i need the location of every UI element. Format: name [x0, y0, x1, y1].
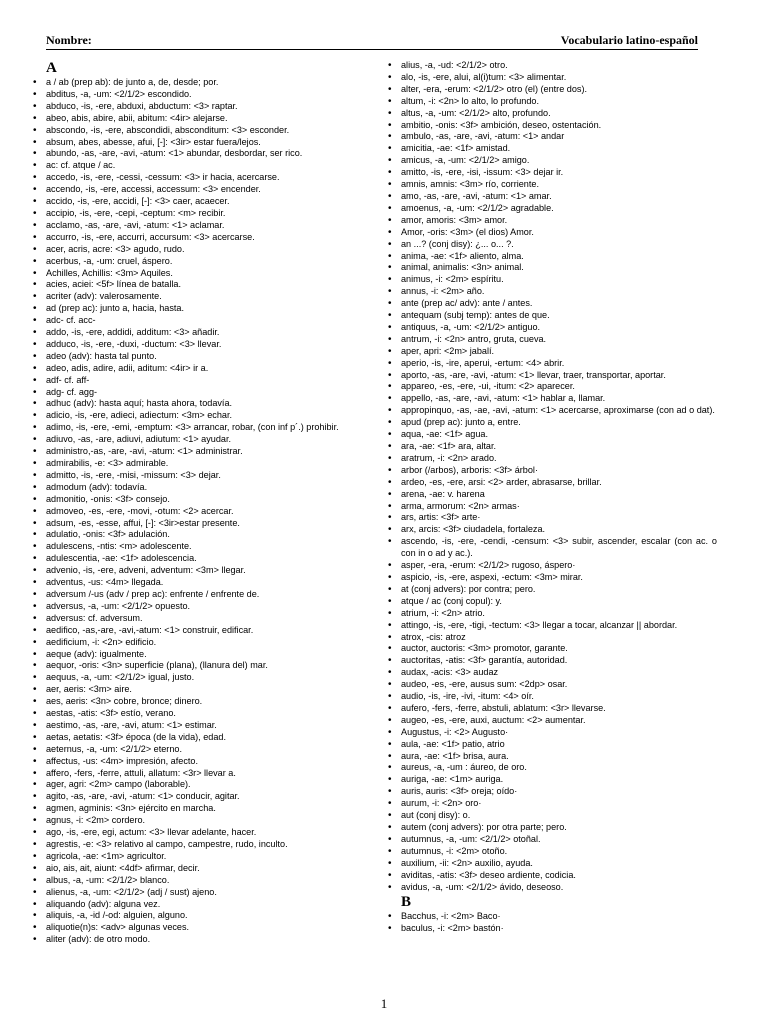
vocabulary-entry: • aufero, -fers, -ferre, abstuli, ablatum: <3r> llevarse.: [387, 703, 717, 715]
vocabulary-entry: • aliquis, -a, -id /-od: alguien, alguno.: [32, 910, 362, 922]
vocabulary-entry: • arma, armorum: <2n> armas·: [387, 501, 717, 513]
vocabulary-entry: • agmen, agminis: <3n> ejército en marcha.: [32, 803, 362, 815]
vocabulary-entry: • aio, ais, ait, aiunt: <4df> afirmar, decir.: [32, 863, 362, 875]
vocabulary-entry: • adeo, adis, adire, adii, aditum: <4ir> ir a.: [32, 363, 362, 375]
vocabulary-entry: • adicio, -is, -ere, adieci, adiectum: <3m> echar.: [32, 410, 362, 422]
vocabulary-entry: • Augustus, -i: <2> Augusto·: [387, 727, 717, 739]
vocabulary-entry: • aestas, -atis: <3f> estío, verano.: [32, 708, 362, 720]
vocabulary-entry: • apud (prep ac): junto a, entre.: [387, 417, 717, 429]
vocabulary-entry: • aspicio, -is, -ere, aspexi, -ectum: <3m> mirar.: [387, 572, 717, 584]
vocabulary-entry: • antrum, -i: <2n> antro, gruta, cueva.: [387, 334, 717, 346]
vocabulary-entry: • adf- cf. aff-: [32, 375, 362, 387]
vocabulary-entry: • amicus, -a, -um: <2/1/2> amigo.: [387, 155, 717, 167]
vocabulary-entry: • auctoritas, -atis: <3f> garantía, autoridad.: [387, 655, 717, 667]
vocabulary-entry: • accedo, -is, -ere, -cessi, -cessum: <3> ir hacia, acercarse.: [32, 172, 362, 184]
vocabulary-entry: • audeo, -es, -ere, ausus sum: <2dp> osar.: [387, 679, 717, 691]
vocabulary-entry: • arena, -ae: v. harena: [387, 489, 717, 501]
vocabulary-entry: • admonitio, -onis: <3f> consejo.: [32, 494, 362, 506]
vocabulary-entry: • amo, -as, -are, -avi, -atum: <1> amar.: [387, 191, 717, 203]
vocabulary-entry: • accido, -is, -ere, accidi, [-]: <3> caer, acaecer.: [32, 196, 362, 208]
vocabulary-entry: • adulescens, -ntis: <m> adolescente.: [32, 541, 362, 553]
vocabulary-entry: • atque / ac (conj copul): y.: [387, 596, 717, 608]
vocabulary-entry: • animal, animalis: <3n> animal.: [387, 262, 717, 274]
vocabulary-column-right: [387, 60, 717, 935]
vocabulary-entry: • altum, -i: <2n> lo alto, lo profundo.: [387, 96, 717, 108]
vocabulary-entry: • adulatio, -onis: <3f> adulación.: [32, 529, 362, 541]
vocabulary-entry: • alius, -a, -ud: <2/1/2> otro.: [387, 60, 717, 72]
vocabulary-entry: • alo, -is, -ere, alui, al(i)tum: <3> alimentar.: [387, 72, 717, 84]
vocabulary-entry: • admoveo, -es, -ere, -movi, -otum: <2> acercar.: [32, 506, 362, 518]
vocabulary-entry: • aratrum, -i: <2n> arado.: [387, 453, 717, 465]
vocabulary-entry: • ascendo, -is, -ere, -cendi, -censum: <3> subir, ascender, escalar (con ac. o con in o ad y ac.).: [387, 536, 717, 560]
vocabulary-entry: • ars, artis: <3f> arte·: [387, 512, 717, 524]
vocabulary-entry: • accurro, -is, -ere, accurri, accursum: <3> acercarse.: [32, 232, 362, 244]
vocabulary-entry: • amicitia, -ae: <1f> amistad.: [387, 143, 717, 155]
vocabulary-entry: • abscondo, -is, -ere, abscondidi, absconditum: <3> esconder.: [32, 125, 362, 137]
vocabulary-entry: • adventus, -us: <4m> llegada.: [32, 577, 362, 589]
vocabulary-entry: • adsum, -es, -esse, affui, [-]: <3ir>estar presente.: [32, 518, 362, 530]
vocabulary-entry: • aer, aeris: <3m> aire.: [32, 684, 362, 696]
vocabulary-entry: • alienus, -a, -um: <2/1/2> (adj / sust) ajeno.: [32, 887, 362, 899]
vocabulary-entry: • arx, arcis: <3f> ciudadela, fortaleza.: [387, 524, 717, 536]
vocabulary-entry: • an ...? (conj disy): ¿... o... ?.: [387, 239, 717, 251]
vocabulary-entry: • aedifico, -as,-are, -avi,-atum: <1> construir, edificar.: [32, 625, 362, 637]
vocabulary-entry: • arbor (/arbos), arboris: <3f> árbol·: [387, 465, 717, 477]
vocabulary-entry: • ac: cf. atque / ac.: [32, 160, 362, 172]
vocabulary-entry: • ambulo, -as, -are, -avi, -atum: <1> andar: [387, 131, 717, 143]
vocabulary-entry: • acriter (adv): valerosamente.: [32, 291, 362, 303]
vocabulary-entry: • avidus, -a, -um: <2/1/2> ávido, deseoso.: [387, 882, 717, 894]
vocabulary-entry: • adversus, -a, -um: <2/1/2> opuesto.: [32, 601, 362, 613]
vocabulary-entry: • altus, -a, -um: <2/1/2> alto, profundo.: [387, 108, 717, 120]
vocabulary-entry: • aporto, -as, -are, -avi, -atum: <1> llevar, traer, transportar, aportar.: [387, 370, 717, 382]
vocabulary-entry: • aestimo, -as, -are, -avi, atum: <1> estimar.: [32, 720, 362, 732]
vocabulary-entry: • acies, aciei: <5f> línea de batalla.: [32, 279, 362, 291]
vocabulary-entry: • ara, -ae: <1f> ara, altar.: [387, 441, 717, 453]
vocabulary-entry: • aliquando (adv): alguna vez.: [32, 899, 362, 911]
vocabulary-entry: • amoenus, -a, -um: <2/1/2> agradable.: [387, 203, 717, 215]
vocabulary-entry: • attingo, -is, -ere, -tigi, -tectum: <3> llegar a tocar, alcanzar || abordar.: [387, 620, 717, 632]
section-letter-heading: A: [46, 60, 57, 76]
vocabulary-entry: • affero, -fers, -ferre, attuli, allatum: <3r> llevar a.: [32, 768, 362, 780]
vocabulary-entry: • agnus, -i: <2m> cordero.: [32, 815, 362, 827]
vocabulary-entry: • autumnus, -i: <2m> otoño.: [387, 846, 717, 858]
vocabulary-entry: • aetas, aetatis: <3f> época (de la vida), edad.: [32, 732, 362, 744]
vocabulary-entry: • adhuc (adv): hasta aquí; hasta ahora, todavía.: [32, 398, 362, 410]
vocabulary-entry: • animus, -i: <2m> espíritu.: [387, 274, 717, 286]
vocabulary-entry: • audax, -acis: <3> audaz: [387, 667, 717, 679]
vocabulary-entry: • aliter (adv): de otro modo.: [32, 934, 362, 946]
vocabulary-entry: • aes, aeris: <3n> cobre, bronce; dinero.: [32, 696, 362, 708]
vocabulary-entry: • adc- cf. acc-: [32, 315, 362, 327]
vocabulary-entry: • amnis, amnis: <3m> río, corriente.: [387, 179, 717, 191]
vocabulary-entry: • adduco, -is, -ere, -duxi, -ductum: <3> llevar.: [32, 339, 362, 351]
vocabulary-entry: • adulescentia, -ae: <1f> adolescencia.: [32, 553, 362, 565]
vocabulary-entry: • addo, -is, -ere, addidi, additum: <3> añadir.: [32, 327, 362, 339]
vocabulary-entry: • accendo, -is, -ere, accessi, accessum: <3> encender.: [32, 184, 362, 196]
vocabulary-entry: • ardeo, -es, -ere, arsi: <2> arder, abrasarse, brillar.: [387, 477, 717, 489]
vocabulary-entry: • Achilles, Achillis: <3m> Aquiles.: [32, 268, 362, 280]
vocabulary-entry: • autumnus, -a, -um: <2/1/2> otoñal.: [387, 834, 717, 846]
vocabulary-entry: • abundo, -as, -are, -avi, -atum: <1> abundar, desbordar, ser rico.: [32, 148, 362, 160]
vocabulary-entry: • aedificium, -i: <2n> edificio.: [32, 637, 362, 649]
vocabulary-entry: • appareo, -es, -ere, -ui, -itum: <2> aparecer.: [387, 381, 717, 393]
vocabulary-entry: • amitto, -is, -ere, -isi, -issum: <3> dejar ir.: [387, 167, 717, 179]
vocabulary-entry: • agrestis, -e: <3> relativo al campo, campestre, rudo, inculto.: [32, 839, 362, 851]
vocabulary-entry: • auctor, auctoris: <3m> promotor, garante.: [387, 643, 717, 655]
vocabulary-entry: • anima, -ae: <1f> aliento, alma.: [387, 251, 717, 263]
vocabulary-entry: • ago, -is, -ere, egi, actum: <3> llevar adelante, hacer.: [32, 827, 362, 839]
vocabulary-entry: • auxilium, -ii: <2n> auxilio, ayuda.: [387, 858, 717, 870]
vocabulary-entry: • agricola, -ae: <1m> agricultor.: [32, 851, 362, 863]
vocabulary-entry: • aqua, -ae: <1f> agua.: [387, 429, 717, 441]
vocabulary-entry: • amor, amoris: <3m> amor.: [387, 215, 717, 227]
vocabulary-entry: • appropinquo, -as, -ae, -avi, -atum: <1> acercarse, aproximarse (con ad o dat).: [387, 405, 717, 417]
vocabulary-entry: • auris, auris: <3f> oreja; oído·: [387, 786, 717, 798]
vocabulary-entry: • atrox, -cis: atroz: [387, 632, 717, 644]
vocabulary-entry: • asper, -era, -erum: <2/1/2> rugoso, áspero·: [387, 560, 717, 572]
vocabulary-list: [387, 911, 717, 935]
vocabulary-entry: • antequam (subj temp): antes de que.: [387, 310, 717, 322]
vocabulary-entry: • aura, -ae: <1f> brisa, aura.: [387, 751, 717, 763]
vocabulary-entry: • advenio, -is, -ere, adveni, adventum: <3m> llegar.: [32, 565, 362, 577]
vocabulary-entry: • aper, apri: <2m> jabalí.: [387, 346, 717, 358]
vocabulary-entry: • auriga, -ae: <1m> auriga.: [387, 774, 717, 786]
vocabulary-entry: • accipio, -is, -ere, -cepi, -ceptum: <m> recibir.: [32, 208, 362, 220]
vocabulary-entry: • antiquus, -a, -um: <2/1/2> antiguo.: [387, 322, 717, 334]
vocabulary-entry: • absum, abes, abesse, afui, [-]: <3ir> estar fuera/lejos.: [32, 137, 362, 149]
vocabulary-entry: • aeque (adv): igualmente.: [32, 649, 362, 661]
vocabulary-entry: • aurum, -i: <2n> oro·: [387, 798, 717, 810]
vocabulary-entry: • aureus, -a, -um : áureo, de oro.: [387, 762, 717, 774]
vocabulary-entry: • acer, acris, acre: <3> agudo, rudo.: [32, 244, 362, 256]
vocabulary-entry: • autem (conj advers): por otra parte; pero.: [387, 822, 717, 834]
vocabulary-entry: • admodum (adv): todavía.: [32, 482, 362, 494]
vocabulary-entry: • admitto, -is, -ere, -misi, -missum: <3> dejar.: [32, 470, 362, 482]
vocabulary-entry: • agito, -as, -are, -avi, -atum: <1> conducir, agitar.: [32, 791, 362, 803]
vocabulary-entry: • abditus, -a, -um: <2/1/2> escondido.: [32, 89, 362, 101]
vocabulary-entry: • adiuvo, -as, -are, adiuvi, adiutum: <1> ayudar.: [32, 434, 362, 446]
vocabulary-entry: • ager, agri: <2m> campo (laborable).: [32, 779, 362, 791]
vocabulary-entry: • Amor, -oris: <3m> (el dios) Amor.: [387, 227, 717, 239]
document-title: Vocabulario latino-español: [560, 33, 698, 47]
vocabulary-entry: • aliquotie(n)s: <adv> algunas veces.: [32, 922, 362, 934]
vocabulary-entry: • appello, -as, -are, -avi, -atum: <1> hablar a, llamar.: [387, 393, 717, 405]
vocabulary-entry: • a / ab (prep ab): de junto a, de, desde; por.: [32, 77, 362, 89]
vocabulary-entry: • atrium, -i: <2n> atrio.: [387, 608, 717, 620]
page-number: 1: [380, 996, 388, 1011]
vocabulary-entry: • abduco, -is, -ere, abduxi, abductum: <3> raptar.: [32, 101, 362, 113]
vocabulary-entry: • audio, -is, -ire, -ivi, -itum: <4> oír.: [387, 691, 717, 703]
page-header: [46, 33, 698, 50]
vocabulary-entry: • adg- cf. agg-: [32, 387, 362, 399]
vocabulary-entry: • adeo (adv): hasta tal punto.: [32, 351, 362, 363]
vocabulary-entry: • aula, -ae: <1f> patio, atrio: [387, 739, 717, 751]
vocabulary-entry: • acclamo, -as, -are, -avi, -atum: <1> aclamar.: [32, 220, 362, 232]
vocabulary-entry: • abeo, abis, abire, abii, abitum: <4ir> alejarse.: [32, 113, 362, 125]
vocabulary-entry: • admirabilis, -e: <3> admirable.: [32, 458, 362, 470]
vocabulary-list: [387, 60, 717, 893]
name-label: Nombre:: [46, 33, 92, 47]
vocabulary-entry: • aut (conj disy): o.: [387, 810, 717, 822]
vocabulary-entry: • albus, -a, -um: <2/1/2> blanco.: [32, 875, 362, 887]
vocabulary-entry: • aequor, -oris: <3n> superficie (plana), (llanura del) mar.: [32, 660, 362, 672]
vocabulary-entry: • at (conj advers): por contra; pero.: [387, 584, 717, 596]
vocabulary-column-left: [32, 60, 362, 946]
vocabulary-entry: • alter, -era, -erum: <2/1/2> otro (el) (entre dos).: [387, 84, 717, 96]
vocabulary-entry: • ad (prep ac): junto a, hacia, hasta.: [32, 303, 362, 315]
vocabulary-entry: • adimo, -is, -ere, -emi, -emptum: <3> arrancar, robar, (con inf p´.) prohibir.: [32, 422, 362, 434]
vocabulary-entry: • ambitio, -onis: <3f> ambición, deseo, ostentación.: [387, 120, 717, 132]
vocabulary-entry: • aviditas, -atis: <3f> deseo ardiente, codicia.: [387, 870, 717, 882]
vocabulary-entry: • annus, -i: <2m> año.: [387, 286, 717, 298]
section-letter-heading: B: [401, 894, 412, 911]
vocabulary-entry: • aequus, -a, -um: <2/1/2> igual, justo.: [32, 672, 362, 684]
vocabulary-entry: • aeternus, -a, -um: <2/1/2> eterno.: [32, 744, 362, 756]
vocabulary-entry: • aperio, -is, -ire, aperui, -ertum: <4> abrir.: [387, 358, 717, 370]
vocabulary-entry: • affectus, -us: <4m> impresión, afecto.: [32, 756, 362, 768]
vocabulary-entry: • baculus, -i: <2m> bastón·: [387, 923, 717, 935]
vocabulary-entry: • Bacchus, -i: <2m> Baco·: [387, 911, 717, 923]
vocabulary-entry: • ante (prep ac/ adv): ante / antes.: [387, 298, 717, 310]
vocabulary-entry: • adversus: cf. adversum.: [32, 613, 362, 625]
vocabulary-entry: • acerbus, -a, -um: cruel, áspero.: [32, 256, 362, 268]
vocabulary-entry: • administro,-as, -are, -avi, -atum: <1> administrar.: [32, 446, 362, 458]
vocabulary-entry: • augeo, -es, -ere, auxi, auctum: <2> aumentar.: [387, 715, 717, 727]
vocabulary-list: [32, 77, 362, 946]
vocabulary-entry: • adversum /-us (adv / prep ac): enfrente / enfrente de.: [32, 589, 362, 601]
